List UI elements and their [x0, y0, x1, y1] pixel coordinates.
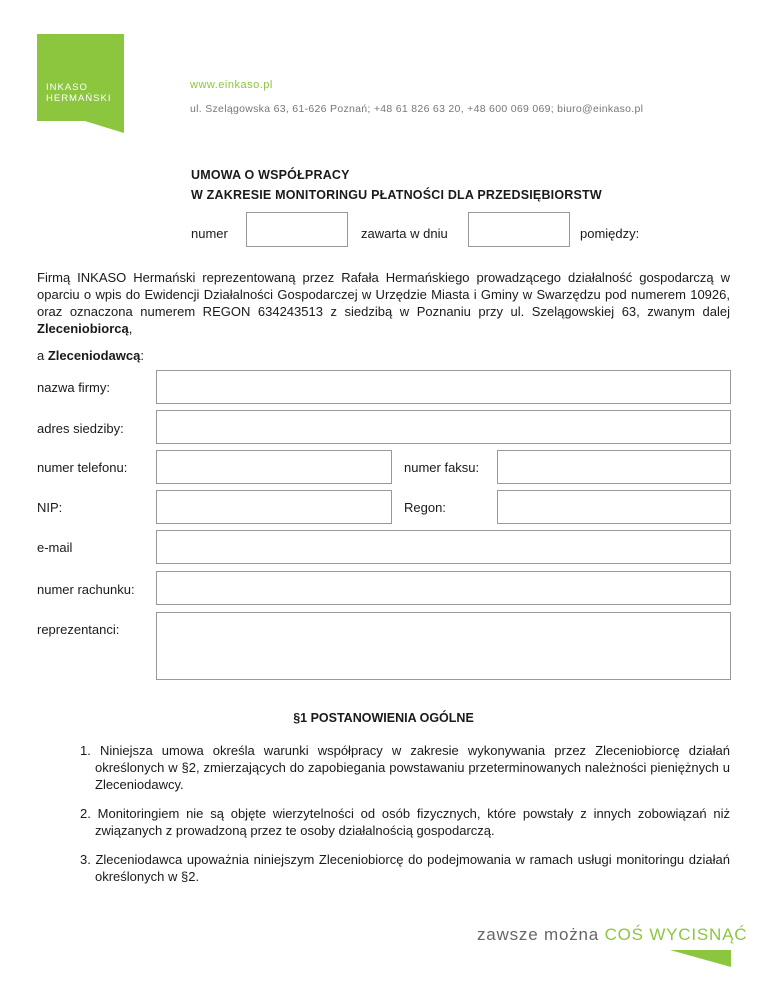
- fax-field[interactable]: [497, 450, 731, 484]
- date-label: zawarta w dniu: [361, 226, 448, 241]
- contact-info: ul. Szelągowska 63, 61-626 Poznań; +48 61 826 63 20, +48 600 069 069; biuro@einkaso.pl: [190, 103, 644, 115]
- phone-field[interactable]: [156, 450, 392, 484]
- email-label: e-mail: [37, 540, 73, 555]
- numer-label: numer: [191, 226, 228, 241]
- footer-tagline: [477, 925, 747, 945]
- account-label: numer rachunku:: [37, 582, 135, 597]
- tagline-prefix: zawsze można: [477, 925, 605, 944]
- contract-date-field[interactable]: [468, 212, 570, 247]
- company-name-field[interactable]: [156, 370, 731, 404]
- section-1-item-1: 1. Niniejsza umowa określa warunki współpracy w zakresie wykonywania przez Zleceniobiorcę działań określonych w §2, zmierzających do zapobiegania powstawaniu przeterminowanych należności pieniężnych u Zleceniodawcy.: [80, 743, 730, 792]
- section-1-heading: §1 POSTANOWIENIA OGÓLNE: [293, 711, 474, 725]
- phone-label: numer telefonu:: [37, 460, 128, 475]
- representatives-label: reprezentanci:: [37, 622, 120, 637]
- logo-line-1: INKASO: [46, 82, 88, 93]
- client-prefix: a: [37, 348, 48, 363]
- address-label: adres siedziby:: [37, 421, 124, 436]
- contractor-description: [37, 269, 730, 337]
- logo-line-2: HERMAŃSKI: [46, 93, 112, 104]
- contractor-text: Firmą INKASO Hermański reprezentowaną przez Rafała Hermańskiego prowadzącego działalność gospodarczą w oparciu o wpis do Ewidencji Działalności Gospodarczej w Urzędzie Miasta i Gminy w Swarzędzu pod numerem 10926, oraz oznaczona numerem REGON 634243513 z siedzibą w Poznaniu przy ul. Szelągowskiej 63, zwanym dalej: [37, 270, 730, 319]
- company-name-label: nazwa firmy:: [37, 380, 110, 395]
- client-suffix: :: [140, 348, 144, 363]
- client-intro: [37, 348, 144, 363]
- between-label: pomiędzy:: [580, 226, 640, 241]
- nip-label: NIP:: [37, 500, 63, 515]
- section-1-item-2: 2. Monitoringiem nie są objęte wierzytelności od osób fizycznych, które powstały z innych zobowiązań niż związanych z prowadzoną przez te osoby działalnością gospodarczą.: [80, 806, 730, 838]
- logo-tail-shape: [75, 118, 125, 134]
- document-title-line-2: W ZAKRESIE MONITORINGU PŁATNOŚCI DLA PRZEDSIĘBIORSTW: [191, 188, 602, 202]
- tagline-highlight: COŚ WYCISNĄĆ: [604, 925, 748, 944]
- contractor-term: Zleceniobiorcą: [37, 321, 129, 336]
- email-field[interactable]: [156, 530, 731, 564]
- nip-field[interactable]: [156, 490, 392, 524]
- representatives-field[interactable]: [156, 612, 731, 680]
- footer-tail-shape: [670, 950, 732, 968]
- client-term: Zleceniodawcą: [47, 348, 141, 363]
- contract-number-field[interactable]: [246, 212, 348, 247]
- contractor-suffix: ,: [128, 321, 133, 336]
- document-title-line-1: UMOWA O WSPÓŁPRACY: [191, 168, 350, 182]
- section-1-item-3: 3. Zleceniodawca upoważnia niniejszym Zleceniobiorcę do podejmowania w ramach usługi monitoringu działań określonych w §2.: [80, 852, 730, 884]
- account-field[interactable]: [156, 571, 731, 605]
- website-link[interactable]: www.einkaso.pl: [190, 79, 273, 91]
- company-logo: [37, 34, 124, 121]
- regon-label: Regon:: [404, 500, 446, 515]
- address-field[interactable]: [156, 410, 731, 444]
- fax-label: numer faksu:: [404, 460, 480, 475]
- regon-field[interactable]: [497, 490, 731, 524]
